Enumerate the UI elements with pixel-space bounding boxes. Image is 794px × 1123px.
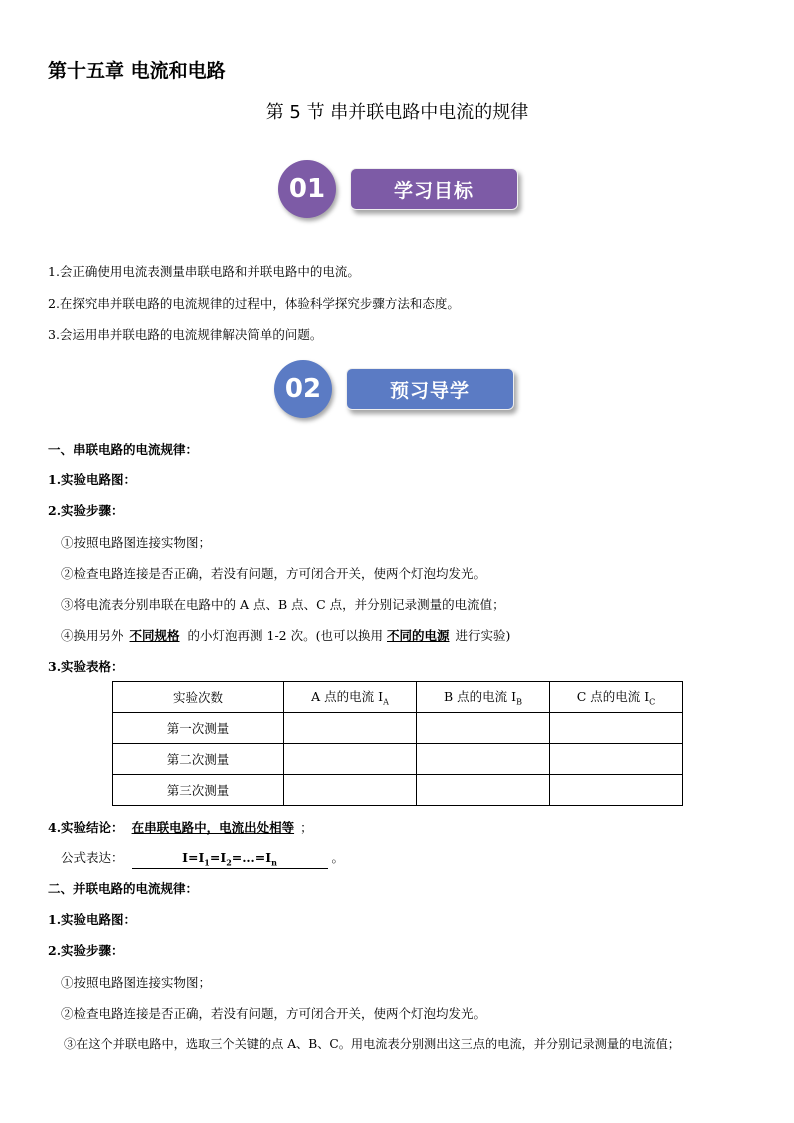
series-step-3: ③将电流表分别串联在电路中的 A 点、B 点、C 点，并分别记录测量的电流值； — [61, 597, 505, 612]
parallel-step-3: ③在这个并联电路中，选取三个关键的点 A、B、C。用电流表分别测出这三点的电流，并分别记录测量的电流值； — [64, 1037, 680, 1051]
table-cell[interactable] — [417, 775, 550, 806]
table-cell[interactable] — [284, 775, 417, 806]
step4-text-c: 进行实验) — [455, 628, 511, 643]
series-heading: 一、串联电路的电流规律： — [48, 442, 199, 457]
series-step-4 — [61, 626, 510, 644]
conclusion-label: 4.实验结论： — [48, 820, 124, 835]
table-cell[interactable] — [550, 775, 683, 806]
series-formula — [61, 848, 344, 869]
table-cell[interactable] — [550, 744, 683, 775]
header-trial: 实验次数 — [113, 682, 284, 713]
fill-blank-different-spec: 不同规格 — [129, 628, 180, 643]
parallel-heading: 二、并联电路的电流规律： — [48, 881, 199, 896]
series-step-2: ②检查电路连接是否正确，若没有问题，方可闭合开关，使两个灯泡均发光。 — [61, 566, 487, 581]
table-cell[interactable] — [284, 713, 417, 744]
table-row — [113, 775, 683, 806]
header-current-c: C 点的电流 $I_C$ — [550, 682, 683, 713]
series-table-label: 3.实验表格： — [48, 659, 124, 674]
conclusion-end: ； — [300, 820, 313, 835]
step4-text-b: 的小灯泡再测 1-2 次。(也可以换用 — [187, 628, 383, 643]
series-steps-label: 2.实验步骤： — [48, 503, 124, 518]
row-label: 第一次测量 — [113, 713, 284, 744]
formula-end: 。 — [331, 850, 345, 865]
table-cell[interactable] — [417, 713, 550, 744]
step4-text-a: ④换用另外 — [61, 628, 124, 643]
fill-blank-conclusion: 在串联电路中，电流出处相等 — [131, 820, 295, 835]
objective-2: 2.在探究串并联电路的电流规律的过程中，体验科学探究步骤方法和态度。 — [48, 296, 460, 311]
series-experiment-table — [112, 681, 683, 806]
chapter-title: 第十五章 电流和电路 — [48, 60, 226, 82]
badge-label: 学习目标 — [350, 168, 518, 210]
table-cell[interactable] — [284, 744, 417, 775]
series-diagram-label: 1.实验电路图： — [48, 472, 137, 487]
fill-blank-formula: $I=I_1=I_2=\dots=I_n$ — [132, 850, 328, 869]
badge-number: 01 — [278, 160, 336, 218]
table-cell[interactable] — [417, 744, 550, 775]
series-step-1: ①按照电路图连接实物图； — [61, 535, 212, 550]
row-label: 第二次测量 — [113, 744, 284, 775]
parallel-diagram-label: 1.实验电路图： — [48, 912, 137, 927]
table-row — [113, 744, 683, 775]
parallel-steps-label: 2.实验步骤： — [48, 943, 124, 958]
formula-label: 公式表达： — [61, 850, 124, 865]
row-label: 第三次测量 — [113, 775, 284, 806]
badge-label: 预习导学 — [346, 368, 514, 410]
header-current-a: A 点的电流 $I_A$ — [284, 682, 417, 713]
objective-1: 1.会正确使用电流表测量串联电路和并联电路中的电流。 — [48, 264, 360, 279]
table-header-row — [113, 682, 683, 713]
table-cell[interactable] — [550, 713, 683, 744]
parallel-step-1: ①按照电路图连接实物图； — [61, 975, 212, 990]
badge-number: 02 — [274, 360, 332, 418]
header-current-b: B 点的电流 $I_B$ — [417, 682, 550, 713]
parallel-step-2: ②检查电路连接是否正确，若没有问题，方可闭合开关，使两个灯泡均发光。 — [61, 1006, 487, 1021]
fill-blank-different-source: 不同的电源 — [387, 628, 450, 643]
series-conclusion — [48, 818, 313, 836]
section-title: 第 5 节 串并联电路中电流的规律 — [265, 102, 529, 123]
table-row — [113, 713, 683, 744]
objective-3: 3.会运用串并联电路的电流规律解决简单的问题。 — [48, 327, 323, 342]
